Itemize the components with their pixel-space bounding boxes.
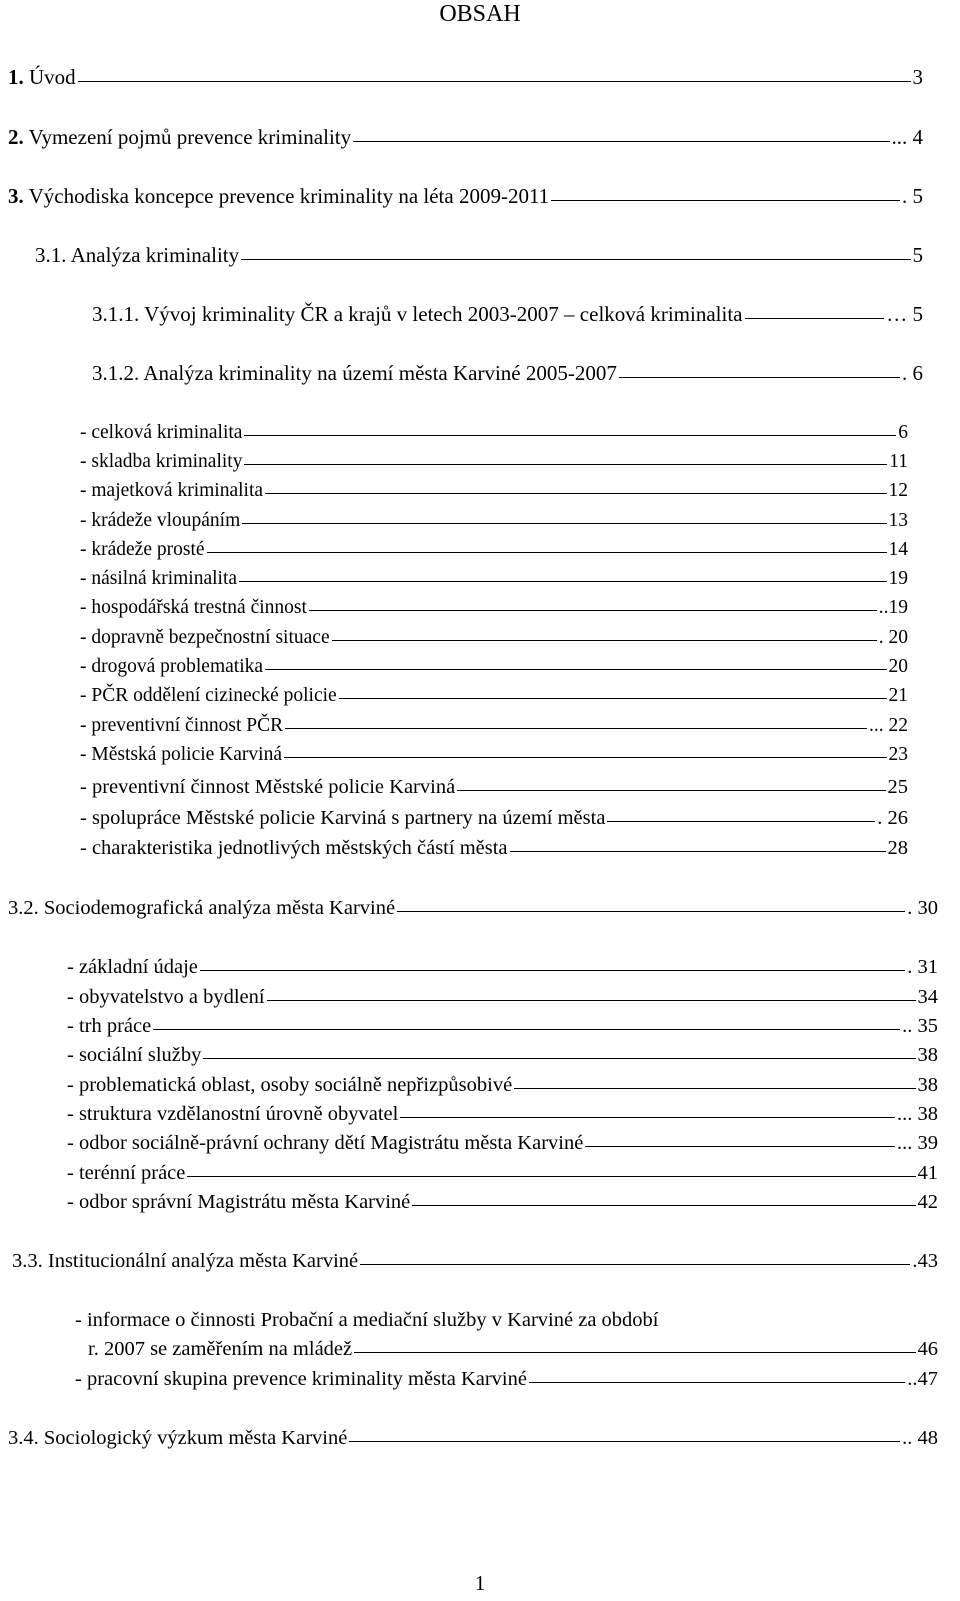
toc-entry-text: - odbor správní Magistrátu města Karviné bbox=[67, 1191, 411, 1213]
toc-page: 11 bbox=[889, 451, 908, 472]
dot-leader bbox=[267, 1000, 916, 1001]
dot-leader bbox=[244, 464, 887, 465]
toc-subentry[interactable] bbox=[80, 449, 908, 474]
toc-number: 3. bbox=[8, 184, 24, 208]
dot-leader bbox=[551, 200, 900, 201]
toc-subentry[interactable] bbox=[75, 1367, 938, 1392]
toc-subentry[interactable] bbox=[80, 595, 908, 620]
toc-subentry-line1: - informace o činnosti Probační a mediační služby v Karviné za období bbox=[75, 1309, 659, 1331]
dot-leader bbox=[309, 610, 877, 611]
toc-entry-text: - PČR oddělení cizinecké policie bbox=[80, 685, 337, 706]
dot-leader bbox=[187, 1176, 915, 1177]
toc-page: . 5 bbox=[902, 184, 923, 208]
dot-leader bbox=[607, 821, 875, 822]
toc-subentry[interactable] bbox=[80, 775, 908, 800]
toc-number: 2. bbox=[8, 125, 24, 149]
toc-page: 38 bbox=[917, 1074, 938, 1096]
toc-page: 6 bbox=[898, 422, 908, 443]
dot-leader bbox=[285, 728, 867, 729]
toc-page: ..47 bbox=[907, 1368, 938, 1390]
toc-page: . 30 bbox=[907, 897, 938, 919]
dot-leader bbox=[585, 1146, 895, 1147]
toc-entry-3-4[interactable] bbox=[8, 1426, 938, 1451]
dot-leader bbox=[412, 1205, 915, 1206]
toc-entry-text: - krádeže vloupáním bbox=[80, 510, 241, 531]
toc-page: ... 38 bbox=[897, 1103, 938, 1125]
toc-entry-text: - sociální služby bbox=[67, 1044, 202, 1066]
toc-entry-text: - drogová problematika bbox=[80, 656, 264, 677]
toc-page: . 31 bbox=[907, 956, 938, 978]
dot-leader bbox=[284, 757, 887, 758]
dot-leader bbox=[153, 1029, 900, 1030]
dot-leader bbox=[619, 377, 900, 378]
toc-page: ... 4 bbox=[891, 125, 923, 149]
toc-subentry[interactable] bbox=[80, 508, 908, 533]
dot-leader bbox=[239, 581, 886, 582]
toc-page: . 6 bbox=[902, 361, 923, 385]
dot-leader bbox=[349, 1441, 900, 1442]
dot-leader bbox=[397, 911, 905, 912]
toc-subentry[interactable] bbox=[80, 654, 908, 679]
toc-entry-3-2[interactable] bbox=[8, 896, 938, 921]
toc-page: 14 bbox=[888, 539, 908, 560]
toc-subentry[interactable] bbox=[67, 955, 938, 980]
toc-entry-2[interactable] bbox=[8, 124, 923, 150]
toc-entry-text: - hospodářská trestná činnost bbox=[80, 597, 307, 618]
toc-entry-text: 3.1.2. Analýza kriminality na území města Karviné 2005-2007 bbox=[92, 361, 617, 385]
toc-subentry[interactable] bbox=[80, 478, 908, 503]
toc-page: 46 bbox=[917, 1338, 938, 1360]
toc-subentry[interactable] bbox=[67, 1190, 938, 1215]
dot-leader bbox=[745, 318, 885, 319]
dot-leader bbox=[207, 552, 887, 553]
toc-subentry[interactable] bbox=[88, 1337, 938, 1362]
dot-leader bbox=[78, 81, 911, 82]
dot-leader bbox=[332, 640, 877, 641]
toc-page: 12 bbox=[888, 480, 908, 501]
toc-entry-text: - charakteristika jednotlivých městských částí města bbox=[80, 837, 508, 859]
toc-page: 41 bbox=[917, 1162, 938, 1184]
dot-leader bbox=[400, 1117, 895, 1118]
toc-page: 3 bbox=[912, 65, 923, 89]
toc-subentry[interactable] bbox=[80, 806, 908, 831]
toc-entry-text: - obyvatelstvo a bydlení bbox=[67, 986, 265, 1008]
toc-entry-text: - pracovní skupina prevence kriminality města Karviné bbox=[75, 1368, 527, 1390]
toc-entry-text: - Městská policie Karviná bbox=[80, 744, 282, 765]
toc-entry-text: Úvod bbox=[29, 65, 76, 89]
toc-page: 20 bbox=[888, 656, 908, 677]
toc-entry-text: 3.1. Analýza kriminality bbox=[35, 243, 240, 267]
toc-subentry[interactable] bbox=[80, 713, 908, 738]
toc-page: .. 35 bbox=[902, 1015, 938, 1037]
dot-leader bbox=[200, 970, 905, 971]
toc-subentry[interactable] bbox=[80, 742, 908, 767]
dot-leader bbox=[360, 1264, 910, 1265]
toc-entry-text: - preventivní činnost PČR bbox=[80, 715, 284, 736]
toc-entry-text: - dopravně bezpečnostní situace bbox=[80, 627, 330, 648]
toc-page: ..19 bbox=[878, 597, 908, 618]
toc-entry-text: - základní údaje bbox=[67, 956, 198, 978]
toc-entry-text: 3.2. Sociodemografická analýza města Karviné bbox=[8, 897, 396, 919]
toc-entry-text: - skladba kriminality bbox=[80, 451, 243, 472]
toc-entry-3-1-2[interactable] bbox=[92, 360, 923, 386]
toc-entry-text: Vymezení pojmů prevence kriminality bbox=[28, 125, 352, 149]
toc-entry-3[interactable] bbox=[8, 183, 923, 209]
dot-leader bbox=[241, 259, 910, 260]
toc-entry-text: r. 2007 se zaměřením na mládež bbox=[88, 1338, 353, 1360]
toc-entry-text: 3.1.1. Vývoj kriminality ČR a krajů v letech 2003-2007 – celková kriminalita bbox=[92, 302, 743, 326]
toc-page: 13 bbox=[888, 510, 908, 531]
toc-page: 25 bbox=[887, 776, 908, 798]
toc-entry-text: - spolupráce Městské policie Karviná s partnery na území města bbox=[80, 807, 606, 829]
toc-page: . 20 bbox=[878, 627, 908, 648]
dot-leader bbox=[514, 1088, 915, 1089]
dot-leader bbox=[457, 790, 885, 791]
toc-entry-text: - trh práce bbox=[67, 1015, 152, 1037]
toc-page: 38 bbox=[917, 1044, 938, 1066]
dot-leader bbox=[242, 523, 886, 524]
toc-number: 1. bbox=[8, 65, 24, 89]
toc-entry-text: - krádeže prosté bbox=[80, 539, 205, 560]
toc-entry-text: - celková kriminalita bbox=[80, 422, 243, 443]
dot-leader bbox=[510, 851, 886, 852]
toc-page: 42 bbox=[917, 1191, 938, 1213]
dot-leader bbox=[529, 1382, 905, 1383]
toc-page: 23 bbox=[888, 744, 908, 765]
toc-subentry[interactable] bbox=[67, 1073, 938, 1098]
toc-page: 5 bbox=[912, 243, 923, 267]
toc-page: 21 bbox=[888, 685, 908, 706]
toc-subentry[interactable] bbox=[67, 1161, 938, 1186]
toc-entry-3-1[interactable] bbox=[35, 242, 923, 268]
page-number: 1 bbox=[474, 1571, 486, 1595]
toc-entry-text: - odbor sociálně-právní ochrany dětí Magistrátu města Karviné bbox=[67, 1132, 584, 1154]
toc-entry-text: - terénní práce bbox=[67, 1162, 186, 1184]
toc-subentry[interactable] bbox=[80, 625, 908, 650]
toc-subentry[interactable] bbox=[80, 420, 908, 445]
toc-page: ... 39 bbox=[897, 1132, 938, 1154]
toc-page: 34 bbox=[917, 986, 938, 1008]
toc-subentry[interactable] bbox=[67, 1014, 938, 1039]
toc-subentry[interactable] bbox=[67, 985, 938, 1010]
dot-leader bbox=[354, 1352, 915, 1353]
toc-entry-text: - preventivní činnost Městské policie Karviná bbox=[80, 776, 456, 798]
toc-page: .43 bbox=[912, 1250, 938, 1272]
toc-entry-1[interactable] bbox=[8, 64, 923, 90]
toc-subentry[interactable] bbox=[80, 566, 908, 591]
toc-page: 28 bbox=[887, 837, 908, 859]
toc-subentry[interactable] bbox=[67, 1043, 938, 1068]
toc-page: 19 bbox=[888, 568, 908, 589]
dot-leader bbox=[339, 698, 887, 699]
toc-entry-text: - majetková kriminalita bbox=[80, 480, 264, 501]
dot-leader bbox=[244, 435, 896, 436]
toc-entry-3-1-1[interactable] bbox=[92, 301, 923, 327]
dot-leader bbox=[265, 493, 886, 494]
toc-subentry[interactable] bbox=[67, 1102, 938, 1127]
toc-page: … 5 bbox=[886, 302, 923, 326]
toc-entry-text: Východiska koncepce prevence kriminality na léta 2009-2011 bbox=[28, 184, 550, 208]
toc-entry-3-3[interactable] bbox=[12, 1249, 938, 1274]
dot-leader bbox=[203, 1058, 915, 1059]
toc-subentry[interactable] bbox=[67, 1131, 938, 1156]
toc-subentry[interactable] bbox=[80, 537, 908, 562]
toc-subentry[interactable] bbox=[80, 836, 908, 861]
toc-entry-text: - struktura vzdělanostní úrovně obyvatel bbox=[67, 1103, 399, 1125]
dot-leader bbox=[353, 141, 889, 142]
toc-subentry[interactable] bbox=[80, 683, 908, 708]
toc-page: .. 48 bbox=[902, 1427, 938, 1449]
toc-entry-text: - násilná kriminalita bbox=[80, 568, 238, 589]
dot-leader bbox=[265, 669, 886, 670]
toc-entry-text: 3.3. Institucionální analýza města Karviné bbox=[12, 1250, 359, 1272]
toc-entry-text: 3.4. Sociologický výzkum města Karviné bbox=[8, 1427, 348, 1449]
page-title: OBSAH bbox=[439, 1, 521, 27]
toc-page: . 26 bbox=[877, 807, 908, 829]
toc-entry-text: - problematická oblast, osoby sociálně nepřizpůsobivé bbox=[67, 1074, 513, 1096]
toc-page: ... 22 bbox=[869, 715, 908, 736]
